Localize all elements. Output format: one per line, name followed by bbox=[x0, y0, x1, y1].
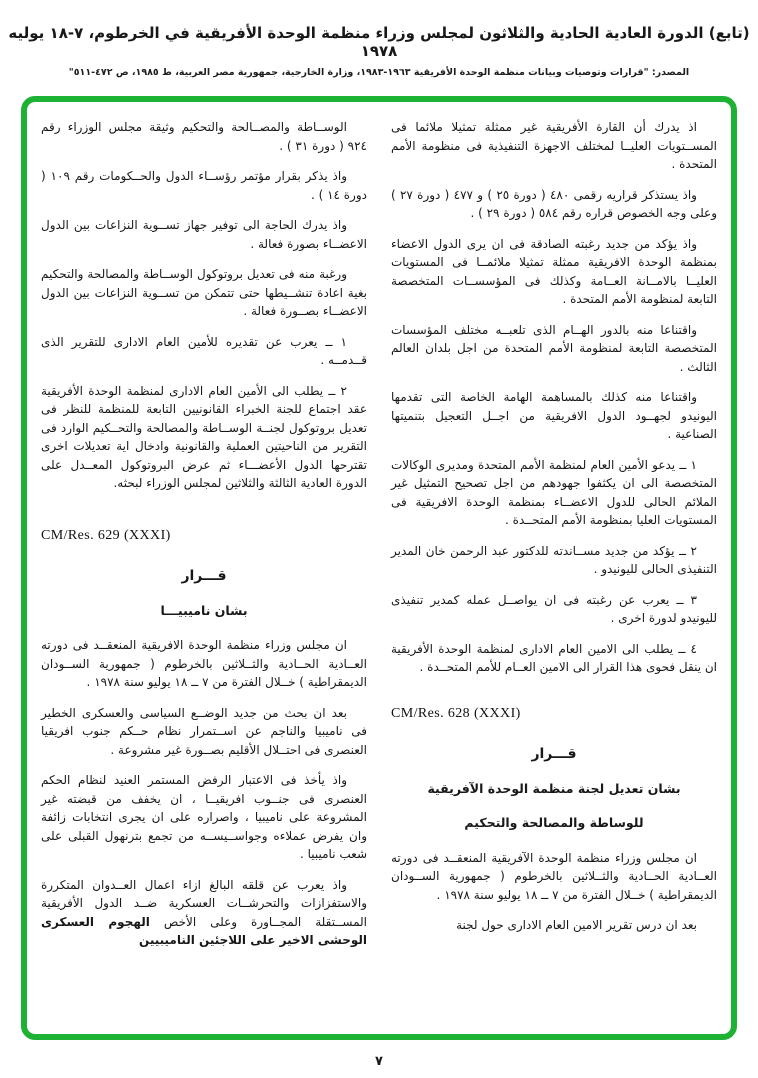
closing-paragraph-bold: الهجوم العسكرى الوحشى الاخير على اللاجئين الناميبيين bbox=[41, 914, 367, 947]
closing-paragraph-normal: واذ يعرب عن قلقه البالغ ازاء اعمال العــدوان المتكررة والاستفزازات والتحرشــات العسكرية ضــد الدول الأفريقية المســتقلة المجــاورة وعلى الأخص bbox=[41, 877, 367, 929]
resolution-heading: قـــرار bbox=[181, 568, 227, 584]
body-paragraph: بعد ان درس تقرير الامين العام الادارى حول لجنة bbox=[456, 918, 697, 932]
body-paragraph: واقتناعا منه كذلك بالمساهمة الهامة الخاصة التى تقدمها اليونيدو لجهــود الدول الافريقية من اجــل التعجيل بتنميتها الصناعية . bbox=[391, 390, 717, 441]
resolution-subtitle-line1: بشان تعديل لجنة منظمة الوحدة الآفريقية bbox=[427, 780, 681, 796]
body-paragraph: واذ يؤكد من جديد رغبته الصادقة فى ان يرى الدول الاعضاء بمنظمة الوحدة الافريقية ممثلة تمثيلا ملائمــا فى المستويات العليــا بالامــانة العــامة وكذلك فى المؤسســات المتخصصة التابعة لمنظومة الأمم المتحدة . bbox=[391, 236, 717, 306]
resolution-ref-628: CM/Res. 628 (XXXI) bbox=[391, 705, 521, 721]
body-paragraph: واذ يستذكر قراريه رقمى ٤٨٠ ( دورة ٢٥ ) و ٤٧٧ ( دورة ٢٧ ) وعلى وجه الخصوص قراره رقم ٥٨٤ ( دورة ٢٩ ) . bbox=[391, 187, 717, 220]
body-paragraph: بعد ان بحث من جديد الوضــع السياسى والعسكرى الخطير فى ناميبيا والناجم عن اســتمرار نظام حــكم جنوب افريقيا العنصرى فى احتــلال الأقليم بصــورة غير مشروعة . bbox=[41, 705, 367, 757]
body-paragraph: ٤ ــ يطلب الى الامين العام الادارى لمنظمة الوحدة الأفريقية ان ينقل فحوى هذا القرار الى الامين العــام للأمم المتحــدة . bbox=[391, 641, 717, 674]
body-paragraph: واقتناعا منه بالدور الهــام الذى تلعبــه مختلف المؤسسات المتخصصة التابعة لمنظومة الأمم المتحدة من اجل بلدان العالم الثالث . bbox=[391, 322, 717, 374]
closing-paragraph bbox=[41, 876, 367, 950]
body-paragraph: واذ يدرك الحاجة الى توفير جهاز تســوية النزاعات بين الدول الاعضــاء بصورة فعالة . bbox=[41, 218, 367, 251]
resolution-subtitle-line2: للوساطة والمصالحة والتحكيم bbox=[464, 815, 644, 830]
page-number: ٧ bbox=[375, 1054, 383, 1069]
body-paragraph: ١ ــ يعرب عن تقديره للأمين العام الادارى للتقرير الذى قــدمــه . bbox=[41, 334, 367, 367]
body-paragraph: ٣ ــ يعرب عن رغبته فى ان يواصــل عمله كمدير تنفيذى لليونيدو لدورة اخرى . bbox=[391, 592, 717, 625]
column-left bbox=[41, 118, 367, 1028]
column-right bbox=[391, 118, 717, 1028]
body-paragraph: ٢ ــ يؤكد من جديد مســاندته للدكتور عبد الرحمن خان المدير التنفيذى الحالى لليونيدو . bbox=[391, 543, 717, 576]
resolution-ref-629: CM/Res. 629 (XXXI) bbox=[41, 527, 171, 543]
body-paragraph: ١ ــ يدعو الأمين العام لمنظمة الأمم المتحدة ومديرى الوكالات المتخصصة الى ان يكثفوا جهودهم من اجل تصحيح التمثيل غير الملائم الحالى للدول الاعضــاء بمنظمة الوحدة الافريقية فى المستويات العليا بمنظومة الأمم المتحــدة . bbox=[391, 457, 717, 527]
body-paragraph: اذ يدرك أن القارة الأفريقية غير ممثلة تمثيلا ملائما فى المســتويات العليــا لمختلف الاجهزة التنفيذية فى منظومة الأمم المتحدة . bbox=[391, 120, 717, 171]
body-paragraph: ان مجلس وزراء منظمة الوحدة الآفريقية المنعقــد فى دورته العــادية الحــادية والثــلاثين بالخرطوم ( جمهورية الســودان الديمقراطية ) خــلال الفترة من ٧ ــ ١٨ يوليو سنة ١٩٧٨ . bbox=[391, 850, 717, 902]
header-title: (تابع) الدورة العادية الحادية والثلاثون لمجلس وزراء منظمة الوحدة الأفريقية في الخرطوم، ٧-١٨ يوليه ١٩٧٨ bbox=[8, 24, 750, 60]
body-paragraph: ان مجلس وزراء منظمة الوحدة الافريقية المنعقــد فى دورته العــادية الحــادية والثــلاثين بالخرطوم ( جمهورية الســودان الديمقراطية ) خــلال الفترة من ٧ ــ ١٨ يوليو سنة ١٩٧٨ . bbox=[41, 638, 367, 689]
page-footer bbox=[0, 1054, 758, 1069]
header-source: المصدر: "قرارات وتوصيات وبيانات منظمة الوحدة الأفريقية ١٩٦٣-١٩٨٣، وزارة الخارجية، جمهورية مصر العربية، ط ١٩٨٥، ص ٤٧٢-٥١١" bbox=[68, 67, 690, 78]
resolution-subtitle-namibia: بشان ناميبيـــا bbox=[160, 602, 248, 618]
two-column-layout bbox=[41, 118, 717, 1028]
body-paragraph: الوســاطة والمصــالحة والتحكيم وثيقة مجلس الوزراء رقم ٩٢٤ ( دورة ٣١ ) . bbox=[41, 120, 367, 153]
body-paragraph: ورغبة منه فى تعديل بروتوكول الوســاطة والمصالحة والتحكيم بغية اعادة تنشــيطها حتى تتمكن من تســوية النزاعات بين الدول الاعضــاء بصــورة فعالة . bbox=[41, 267, 367, 318]
body-paragraph: واذ يذكر بقرار مؤتمر رؤســاء الدول والحــكومات رقم ١٠٩ ( دورة ١٤ ) . bbox=[41, 169, 367, 202]
page-header bbox=[0, 0, 758, 78]
resolution-heading: قـــرار bbox=[531, 746, 577, 762]
body-paragraph: واذ يأخذ فى الاعتبار الرفض المستمر العنيد لنظام الحكم العنصرى فى جنــوب افريقيــا ، ان يخفف من قبضته غير المشروعة على ناميبيا ، واصراره على ان يجرى انتخابات زائفة وان يفرض عملاءه وجواســيســه من تجمع بترنهول القبلى على شعب ناميبيا . bbox=[41, 773, 367, 861]
body-paragraph: ٢ ــ يطلب الى الأمين العام الادارى لمنظمة الوحدة الأفريقية عقد اجتماع للجنة الخبراء القانونيين التابعة للمنظمة للنظر فى تعديل بروتوكول لجنــة الوســاطة والمصالحة والتحــكيم الوارد فى التقرير من الناحيتين العملية والقانونية وادخال اية تعديلات اخرى تقترحها الدول الأعضـــاء ثم عرض البروتوكول المعــدل على الدورة العادية الثالثة والثلاثين لمجلس الوزراء لبحثه. bbox=[41, 383, 367, 490]
document-frame bbox=[21, 96, 737, 1040]
